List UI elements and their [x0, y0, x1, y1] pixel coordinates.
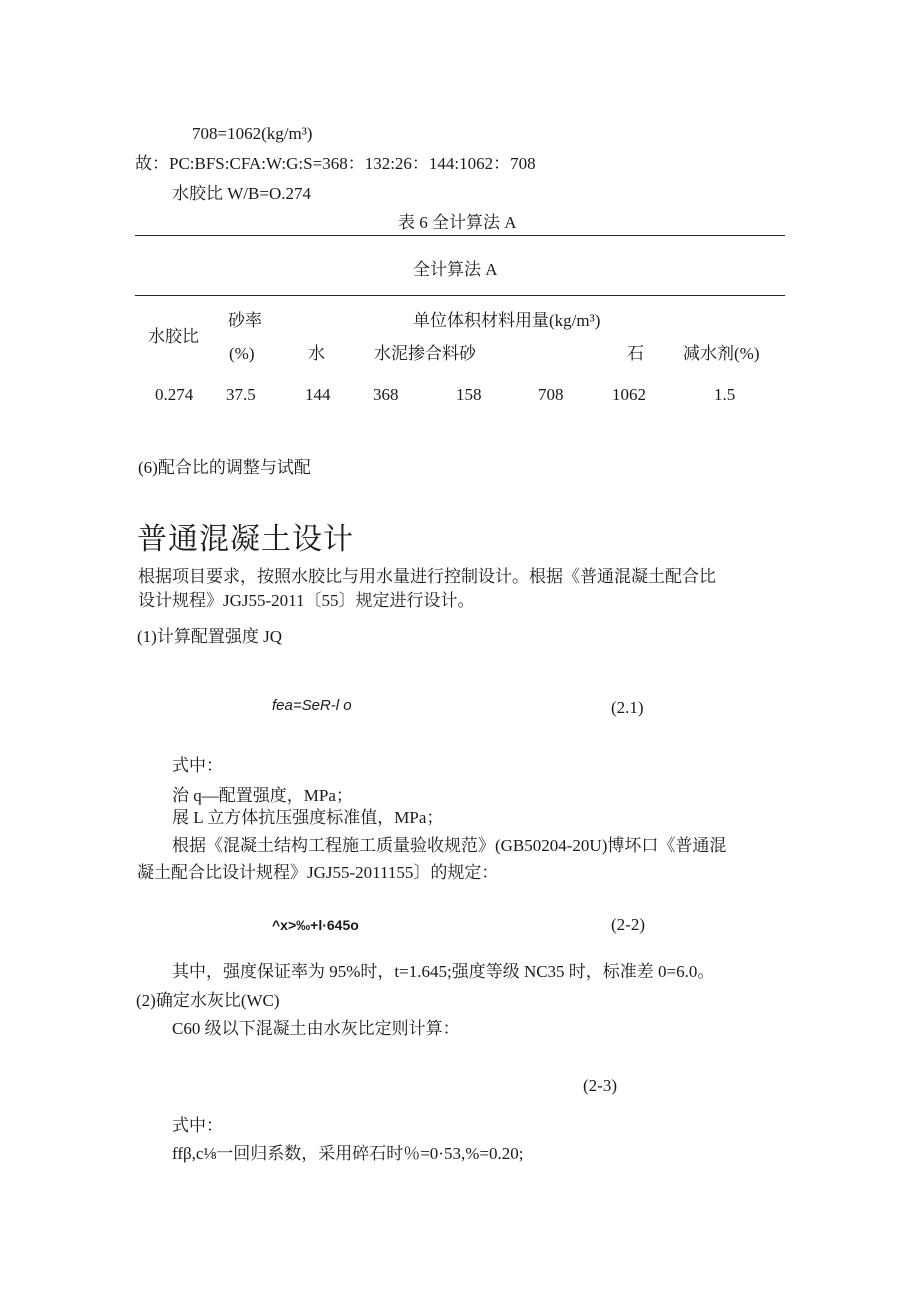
- col-stone: 石: [627, 344, 644, 363]
- col-sand-rate: 砂率: [228, 311, 262, 330]
- step-2-title: (2)确定水灰比(WC): [136, 991, 280, 1010]
- equation-2-3-number: (2-3): [583, 1076, 617, 1095]
- table-cell: 1062: [612, 385, 646, 404]
- section-6-title: (6)配合比的调整与试配: [138, 458, 311, 477]
- equation-2-2: ^x>‰+l·645o: [272, 917, 359, 933]
- intro-line-2: 设计规程》JGJ55-2011〔55〕规定进行设计。: [138, 591, 475, 610]
- table-title: 全计算法 A: [413, 260, 498, 279]
- equation-2-1-number: (2.1): [611, 698, 644, 717]
- coefficient-line: ffβ,c⅛一回归系数，采用碎石时％=0·53,%=0.20;: [172, 1144, 524, 1163]
- table-cell: 368: [373, 385, 399, 404]
- ratio-line: 故：PC:BFS:CFA:W:G:S=368：132:26：144:1062：708: [135, 154, 536, 173]
- water-binder-line: 水胶比 W/B=O.274: [172, 184, 311, 203]
- step-2-description: C60 级以下混凝土由水灰比定则计算：: [172, 1019, 460, 1038]
- definition-1: 治 q—配置强度，MPa；: [172, 786, 353, 805]
- col-cement-admix-sand: 水泥掺合料砂: [374, 344, 476, 363]
- basis-line-2: 凝土配合比设计规程》JGJ55-2011155〕的规定：: [137, 863, 499, 882]
- col-water: 水: [308, 344, 325, 363]
- step-1-title: (1)计算配置强度 JQ: [137, 627, 282, 646]
- table-cell: 708: [538, 385, 564, 404]
- note-line: 其中，强度保证率为 95%时，t=1.645;强度等级 NC35 时，标准差 0=6.0。: [172, 962, 715, 981]
- where-label-2: 式中：: [172, 1116, 223, 1135]
- col-reducer: 减水剂(%): [683, 344, 760, 363]
- table-cell: 158: [456, 385, 482, 404]
- basis-line-1: 根据《混凝土结构工程施工质量验收规范》(GB50204-20U)博坏口《普通混: [172, 836, 727, 855]
- equation-2-1: fea=SeR-l o: [272, 697, 352, 714]
- table-mid-rule: [135, 295, 785, 296]
- table-caption: 表 6 全计算法 A: [398, 213, 517, 232]
- col-sand-rate-unit: (%): [229, 344, 255, 363]
- definition-2: 展 L 立方体抗压强度标准值，MPa；: [172, 808, 444, 827]
- equation-2-2-number: (2-2): [611, 915, 645, 934]
- table-cell: 0.274: [155, 385, 194, 404]
- where-label-1: 式中：: [172, 756, 223, 775]
- calc-line: 708=1062(kg/m³): [192, 124, 313, 143]
- col-material-group: 单位体积材料用量(kg/m³): [413, 311, 601, 330]
- col-water-binder: 水胶比: [148, 327, 199, 346]
- table-top-rule: [135, 235, 785, 236]
- page-heading: 普通混凝土设计: [137, 523, 354, 556]
- table-cell: 144: [305, 385, 331, 404]
- table-cell: 1.5: [714, 385, 736, 404]
- intro-line-1: 根据项目要求，按照水胶比与用水量进行控制设计。根据《普通混凝土配合比: [138, 567, 716, 586]
- table-cell: 37.5: [226, 385, 256, 404]
